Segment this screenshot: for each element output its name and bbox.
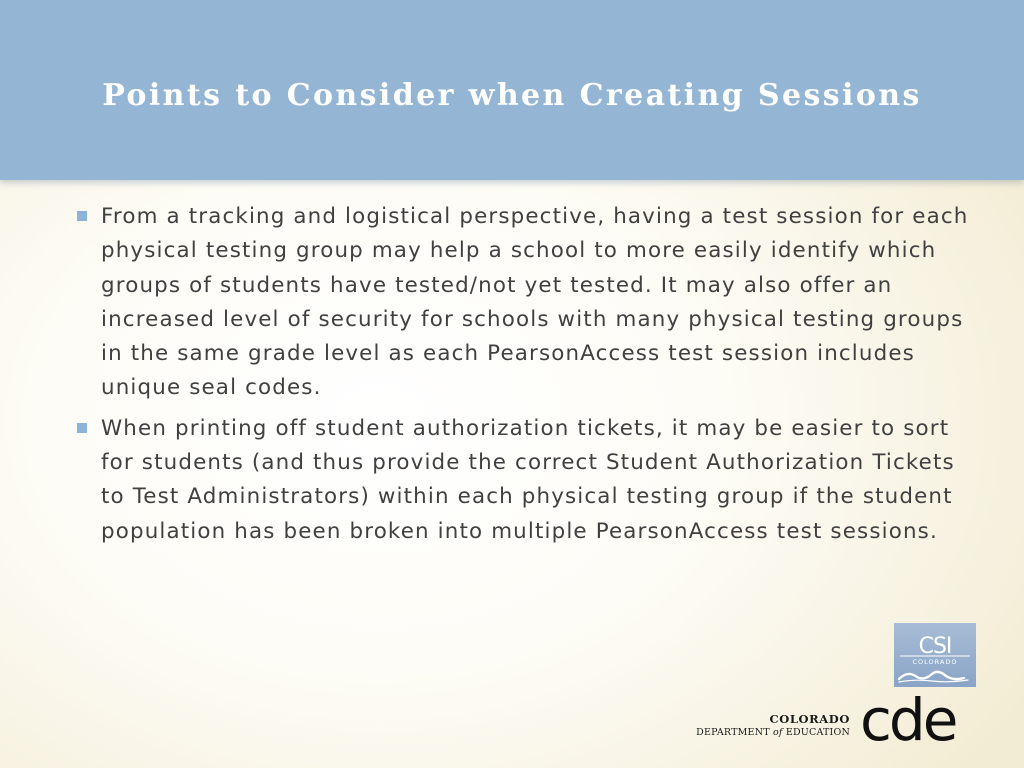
slide-title: Points to Consider when Creating Sessions [102,78,922,113]
bullet-item [74,200,974,406]
csi-logo-sub: COLORADO [912,658,958,666]
square-bullet-icon [77,211,87,221]
cde-line-department: DEPARTMENT of EDUCATION [696,727,850,738]
cde-line-colorado: COLORADO [769,712,850,726]
cde-logo [860,695,990,747]
csi-logo-name: CSI [918,634,952,659]
bullet-text: When printing off student authorization tickets, it may be easier to sort for students (and thus provide the correct Student Authorization Tickets to Test Administrators) within each physical testing group if the student population has been broken into multiple PearsonAccess test sessions. [101,415,955,544]
csi-colorado-logo [894,623,976,687]
bullet-item [74,412,974,549]
cde-wordmark [680,712,850,739]
bullet-list [74,200,974,555]
title-bar [0,0,1024,180]
square-bullet-icon [77,423,87,433]
bullet-text: From a tracking and logistical perspective, having a test session for each physical testing group may help a school to more easily identify which groups of students have tested/not yet tested. It may also offer an increased level of security for schools with many physical testing groups in the same grade level as each PearsonAccess test session includes unique seal codes. [101,204,969,401]
cde-logo-mark: cde [860,695,956,747]
